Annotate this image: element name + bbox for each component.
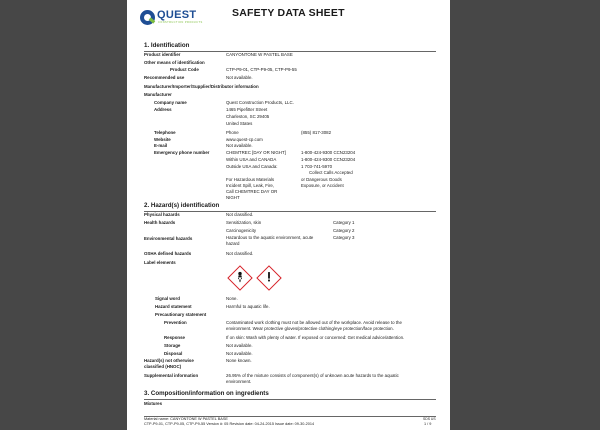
prevention-label: Prevention (164, 320, 187, 325)
website-link[interactable]: www.quest-cp.com (226, 137, 263, 142)
telephone-label: Telephone (154, 130, 176, 135)
footer-page-number: 1 / 9 (424, 422, 432, 426)
physical-hazards-label: Physical hazards (144, 212, 180, 217)
address-line: Charleston, SC 29405 (226, 114, 270, 119)
recommended-use-label: Recommended use (144, 75, 185, 80)
hazard-statement-label: Hazard statement (155, 304, 192, 309)
section-divider (144, 399, 436, 400)
storage-label: Storage (164, 343, 181, 348)
osha-hazards-label: OSHA defined hazards (144, 251, 192, 256)
hazmat-note-line: Incident Spill, Leak, Fire, (226, 183, 275, 188)
company-name-value: Quest Construction Products, LLC. (226, 100, 294, 105)
supplemental-info-line: environment. (226, 379, 252, 384)
health-hazard-value: Carcinogenicity (226, 228, 257, 233)
hazmat-note-right-line: Exposure, or Accident (301, 183, 344, 188)
physical-hazards-value: Not classified. (226, 212, 254, 217)
recommended-use-value: Not available. (226, 75, 253, 80)
environmental-hazard-category: Category 3 (333, 235, 355, 240)
environmental-hazard-line: hazard (226, 241, 240, 246)
prevention-line: environment. Wear protective gloves/protective clothing/eye protection/face protection. (226, 326, 394, 331)
exclamation-mark-pictogram-icon (256, 265, 281, 290)
hazmat-note-line: Call CHEMTREC DAY OR (226, 189, 278, 194)
emergency-desc: Within USA and CANADA (226, 157, 277, 162)
product-code-label: Product Code (170, 67, 199, 72)
address-line: 1465 Pipefitter Street (226, 107, 268, 112)
response-label: Response (164, 335, 185, 340)
section-divider (144, 211, 436, 212)
emergency-desc: Outside USA and Canada: (226, 164, 278, 169)
osha-hazards-value: Not classified. (226, 251, 254, 256)
health-hazard-value: Sensitization, skin (226, 220, 262, 225)
manufacturer-label: Manufacturer (144, 92, 172, 97)
emergency-number: 1-800-424-9300 CCN23204 (301, 150, 356, 155)
health-hazard-category: Category 2 (333, 228, 355, 233)
emergency-number: 1-800-424-9300 CCN23204 (301, 157, 356, 162)
emergency-number: 1 703-741-5970 (301, 164, 333, 169)
logo-tagline: CONSTRUCTION PRODUCTS (158, 21, 203, 24)
mixtures-label: Mixtures (144, 401, 163, 406)
emergency-desc: CHEMTREC [DAY OR NIGHT] (226, 150, 286, 155)
section-1-heading: 1. Identification (144, 42, 190, 49)
telephone-kind: Phone (226, 130, 239, 135)
email-label: E-mail (154, 143, 168, 148)
hazmat-note-line: NIGHT (226, 195, 240, 200)
hnoc-label-line: classified (HNOC) (144, 364, 182, 369)
document-title: SAFETY DATA SHEET (232, 7, 345, 19)
health-hazards-label: Health hazards (144, 220, 176, 225)
company-name-label: Company name (154, 100, 187, 105)
precautionary-statement-label: Precautionary statement (155, 312, 207, 317)
environmental-hazard-line: Hazardous to the aquatic environment, acute (226, 235, 314, 240)
disposal-label: Disposal (164, 351, 183, 356)
address-label: Address (154, 107, 172, 112)
telephone-number: (855) 817-3082 (301, 130, 332, 135)
sds-page (127, 0, 450, 430)
hazmat-note-line: For Hazardous Materials (226, 177, 275, 182)
storage-value: Not available. (226, 343, 253, 348)
product-identifier-label: Product identifier (144, 52, 181, 57)
hnoc-value: None known. (226, 358, 252, 363)
collect-note: Collect Calls Accepted (309, 170, 353, 175)
footer-material-name: Material name: CANYONTONE W PASTEL BASE (144, 417, 228, 421)
footer-sds-code: SDS US (423, 417, 436, 421)
other-means-label: Other means of identification (144, 60, 205, 65)
footer-codes-line: CTP-P9-01, CTP-P9-05, CTP-P9-55 Version #: 05 Revision date: 04-24-2015 Issue date: 09-30-2014 (144, 422, 315, 426)
supplemental-info-line: 26.95% of the mixture consists of component(s) of unknown acute hazards to the aquatic (226, 373, 399, 378)
manufacturer-info-label: Manufacturer/Importer/Supplier/Distributor information (144, 84, 259, 89)
health-hazard-pictogram-icon (227, 265, 252, 290)
disposal-value: Not available. (226, 351, 253, 356)
environmental-hazards-label: Environmental hazards (144, 236, 193, 241)
website-label: Website (154, 137, 171, 142)
section-3-heading: 3. Composition/information on ingredients (144, 390, 269, 397)
hazard-statement-value: Harmful to aquatic life. (226, 304, 270, 309)
product-code-value: CTP-P9-01, CTP-P9-05, CTP-P9-55 (226, 67, 297, 72)
supplemental-info-label: Supplemental information (144, 373, 199, 378)
hnoc-label-line: Hazard(s) not otherwise (144, 358, 194, 363)
logo-wordmark: QUEST (157, 9, 197, 21)
health-hazard-category: Category 1 (333, 220, 355, 225)
prevention-line: Contaminated work clothing must not be allowed out of the workplace. Avoid release to the (226, 320, 402, 325)
address-line: United States (226, 121, 253, 126)
emergency-phone-label: Emergency phone number (154, 150, 210, 155)
signal-word-label: Signal word (155, 296, 180, 301)
product-identifier-value: CANYONTONE W PASTEL BASE (226, 52, 293, 57)
section-2-heading: 2. Hazard(s) identification (144, 202, 220, 209)
response-value: If on skin: Wash with plenty of water. If exposed or concerned: Get medical advice/attention. (226, 335, 405, 340)
email-value: Not available. (226, 143, 253, 148)
signal-word-value: None. (226, 296, 238, 301)
quest-logo-icon (140, 10, 155, 25)
hazmat-note-right-line: or Dangerous Goods (301, 177, 342, 182)
label-elements-label: Label elements (144, 260, 176, 265)
